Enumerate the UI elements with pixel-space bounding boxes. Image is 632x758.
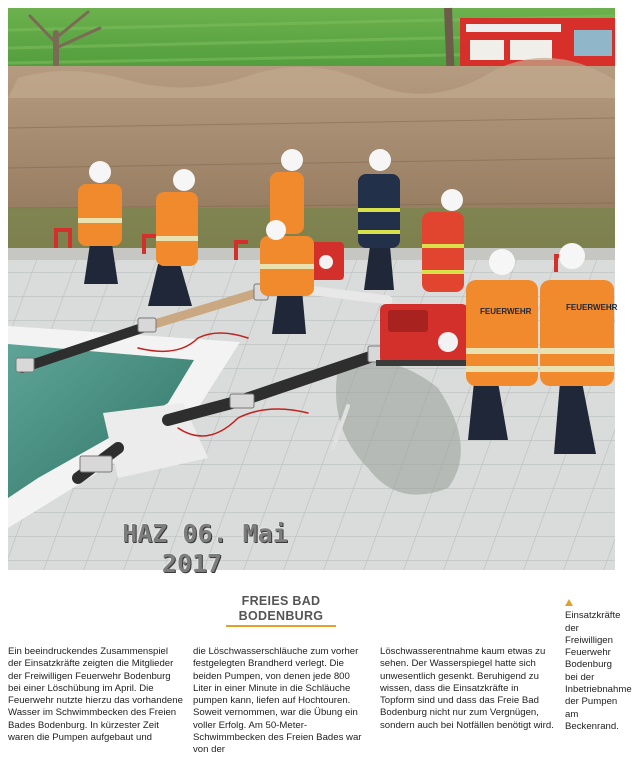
date-stamp-line1: HAZ 06. Mai [122,519,288,548]
kicker-line1: FREIES BAD [241,594,321,608]
article-text-2: die Löschwasserschläuche zum vorher festgelegten Brandherd verlegt. Die beiden Pumpen, von denen jede 800 Liter in einer Minute in die Schläuche pumpen kann, liefen auf Hochtouren. Soweit vernommen, war die Übung ein voller Erfolg. Am 50-Meter-Schwimmbecken des Freien Bades war von der [193,646,362,756]
vest-label-1: FEUERWEHR [480,307,532,316]
article-column-3 [380,646,555,732]
caption-text: Einsatzkräfte der Freiwilligen Feuerwehr Bodenburg bei der Inbetriebnahme der Pumpen am Beckenrand. [565,610,632,732]
fire-pump-front [376,304,472,366]
article-column-1 [8,646,183,744]
vest-label-2: FEUERWEHR [566,303,618,312]
photo-caption [565,598,632,733]
kicker-divider [226,625,336,627]
article-kicker [222,594,340,624]
kicker-line2: BODENBURG [238,609,324,623]
article-column-2 [193,646,368,757]
date-stamp-line2: 2017 [161,549,223,578]
article-text-3: Löschwasserentnahme kaum etwas zu sehen. Der Wasserspiegel hatte sich unwesentlich gesenkt. Beruhigend zu wissen, dass die Einsatzkräfte in Topform sind und dass das Freie Bad Bodenburg nicht nur zum Vergnügen, sondern auch bei Notfällen benötigt wird. [380,646,554,731]
article-photo [8,8,618,570]
triangle-up-icon [565,599,573,606]
date-stamp [100,519,310,579]
article-text-1: Ein beeindruckendes Zusammenspiel der Einsatzkräfte zeigten die Mitglieder der Freiwilligen Feuerwehr Bodenburg bei einer Löschübung im April. Die Feuerwehr nutzte hierzu das vorhandene Wasser im Schwimmbecken des Freien Bades Bodenburg. In kürzester Zeit waren die Pumpen aufgebaut und [8,646,183,744]
